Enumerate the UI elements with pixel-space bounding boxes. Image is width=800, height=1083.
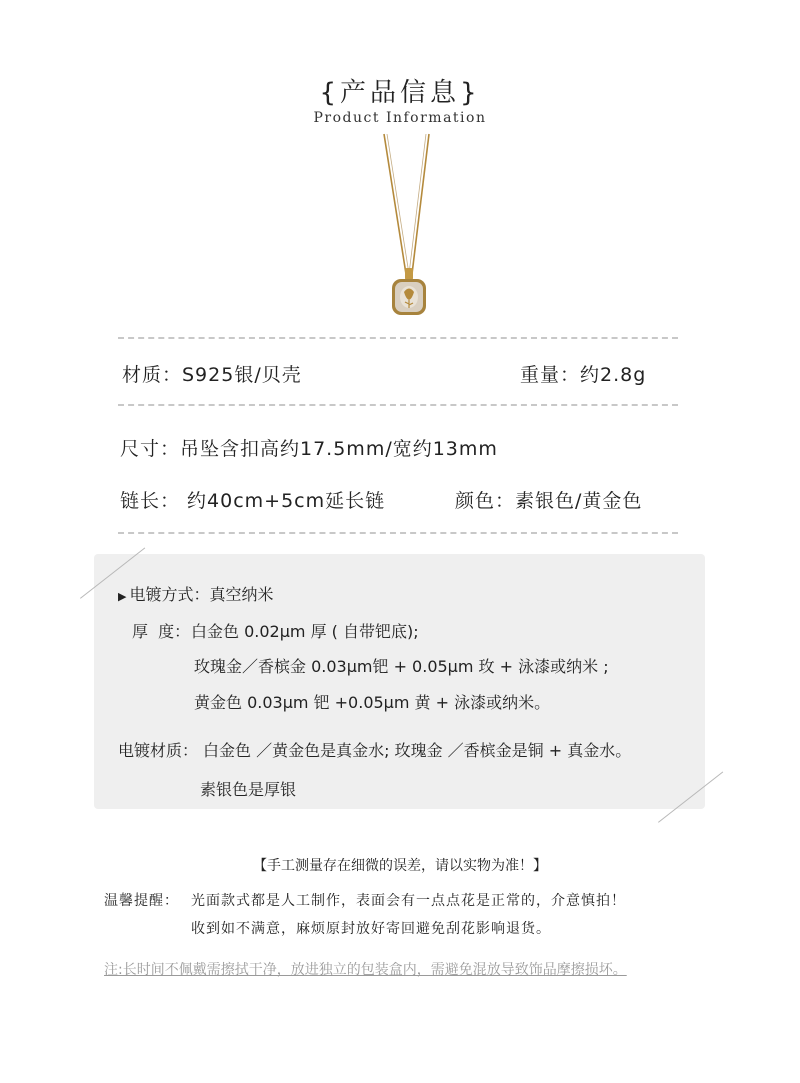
page-title: {产品信息}: [319, 78, 481, 108]
plating-material-line: 白金色 ／黄金色是真金水; 玫瑰金 ／香槟金是铜 + 真金水。: [203, 741, 632, 760]
plating-material-label: 电镀材质：: [118, 741, 199, 760]
plating-method: ▶ 电镀方式：真空纳米: [118, 585, 274, 604]
size-spec: 尺寸：吊坠含扣高约17.5mm/宽约13mm: [120, 438, 498, 460]
warm-reminder-line: 收到如不满意，麻烦原封放好寄回避免刮花影响退货。: [191, 921, 551, 937]
measurement-disclaimer: 【手工测量存在细微的误差，请以实物为准！】: [253, 858, 547, 874]
divider: [118, 404, 678, 406]
thickness-line: 黄金色 0.03μm 钯 +0.05μm 黄 + 泳漆或纳米。: [194, 693, 551, 712]
necklace-image: [360, 132, 440, 322]
page-subtitle: Product Information: [313, 110, 487, 126]
warm-reminder-label: 温馨提醒：: [104, 893, 179, 909]
triangle-bullet-icon: ▶: [118, 590, 127, 603]
plating-material-line: 素银色是厚银: [200, 780, 297, 799]
thickness-label: 厚 度：: [132, 622, 191, 641]
thickness-line: 玫瑰金／香槟金 0.03μm钯 + 0.05μm 玫 + 泳漆或纳米 ;: [194, 657, 609, 676]
weight-spec: 重量：约2.8g: [520, 364, 647, 386]
material-spec: 材质：S925银/贝壳: [122, 364, 302, 386]
color-spec: 颜色：素银色/黄金色: [455, 490, 643, 512]
chain-length-spec: 链长： 约40cm+5cm延长链: [120, 490, 386, 512]
divider: [118, 532, 678, 534]
thickness-line: 白金色 0.02μm 厚 ( 自带钯底);: [191, 622, 419, 641]
warm-reminder-line: 光面款式都是人工制作，表面会有一点点花是正常的，介意慎拍！: [191, 893, 626, 909]
divider: [118, 337, 678, 339]
care-note: 注:长时间不佩戴需擦拭干净，放进独立的包装盒内，需避免混放导致饰品摩擦损坏。: [104, 962, 627, 978]
